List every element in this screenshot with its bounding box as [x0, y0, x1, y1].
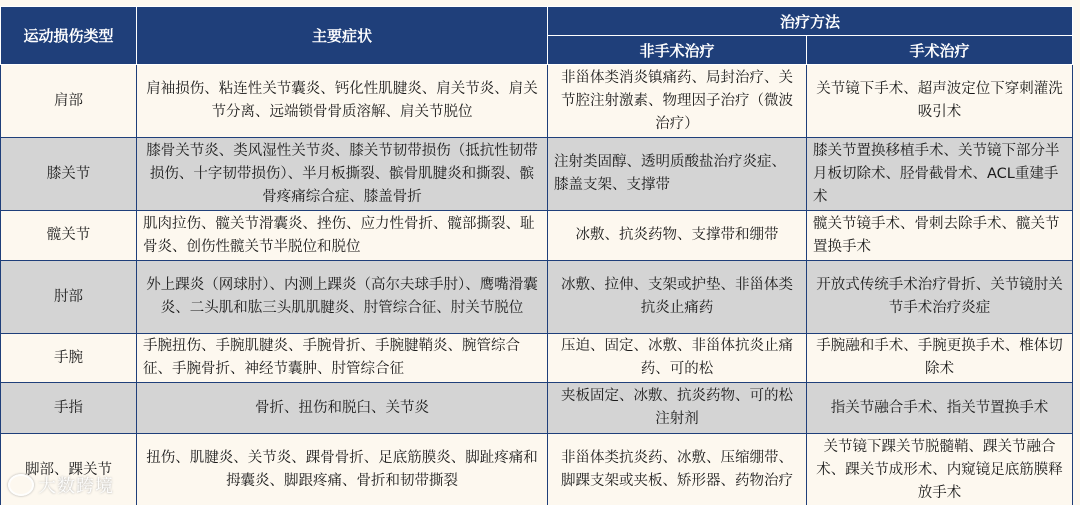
table-row-finger — [1, 383, 1073, 434]
surgical-cell: 指关节融合手术、指关节置换手术 — [807, 383, 1073, 434]
header-surgical: 手术治疗 — [807, 36, 1073, 65]
header-main-symptoms: 主要症状 — [137, 7, 548, 65]
surgical-cell: 关节镜下手术、超声波定位下穿刺灌洗吸引术 — [807, 65, 1073, 138]
non-surgical-cell: 注射类固醇、透明质酸盐治疗炎症、膝盖支架、支撑带 — [548, 138, 807, 211]
watermark-text: 大数跨境 — [38, 476, 114, 497]
symptoms-cell: 骨折、扭伤和脱臼、关节炎 — [137, 383, 548, 434]
table-row-wrist — [1, 334, 1073, 383]
non-surgical-cell: 冰敷、抗炎药物、支撑带和绷带 — [548, 211, 807, 261]
non-surgical-cell: 夹板固定、冰敷、抗炎药物、可的松注射剂 — [548, 383, 807, 434]
surgical-cell: 开放式传统手术治疗骨折、关节镜肘关节手术治疗炎症 — [807, 261, 1073, 334]
header-non-surgical: 非手术治疗 — [548, 36, 807, 65]
injury-type-cell: 肩部 — [1, 65, 137, 138]
symptoms-cell: 外上踝炎（网球肘）、内测上踝炎（高尔夫球手肘）、鹰嘴滑囊炎、二头肌和肱三头肌肌腱炎、肘管综合征、肘关节脱位 — [137, 261, 548, 334]
injury-type-cell: 膝关节 — [1, 138, 137, 211]
surgical-cell: 膝关节置换移植手术、关节镜下部分半月板切除术、胫骨截骨术、ACL重建手术 — [807, 138, 1073, 211]
surgical-cell: 髋关节镜手术、骨刺去除手术、髋关节置换手术 — [807, 211, 1073, 261]
surgical-cell: 关节镜下踝关节脱髓鞘、踝关节融合术、踝关节成形术、内窥镜足底筋膜释放手术 — [807, 434, 1073, 505]
injury-type-cell: 髋关节 — [1, 211, 137, 261]
watermark-logo-icon — [8, 474, 34, 496]
surgical-cell: 手腕融和手术、手腕更换手术、椎体切除术 — [807, 334, 1073, 383]
sports-injury-table — [0, 6, 1073, 505]
watermark — [8, 472, 114, 498]
symptoms-cell: 膝骨关节炎、类风湿性关节炎、膝关节韧带损伤（抵抗性韧带损伤、十字韧带损伤）、半月板撕裂、髌骨肌腱炎和撕裂、髌骨疼痛综合症、膝盖骨折 — [137, 138, 548, 211]
table-row-knee — [1, 138, 1073, 211]
injury-type-cell: 手腕 — [1, 334, 137, 383]
symptoms-cell: 手腕扭伤、手腕肌腱炎、手腕骨折、手腕腱鞘炎、腕管综合征、手腕骨折、神经节囊肿、肘管综合征 — [137, 334, 548, 383]
header-injury-type: 运动损伤类型 — [1, 7, 137, 65]
header-treatment: 治疗方法 — [548, 7, 1073, 36]
table-row-foot-ankle — [1, 434, 1073, 505]
symptoms-cell: 肩袖损伤、粘连性关节囊炎、钙化性肌腱炎、肩关节炎、肩关节分离、远端锁骨骨质溶解、肩关节脱位 — [137, 65, 548, 138]
table-row-shoulder — [1, 65, 1073, 138]
table-row-hip — [1, 211, 1073, 261]
non-surgical-cell: 压迫、固定、冰敷、非甾体抗炎止痛药、可的松 — [548, 334, 807, 383]
symptoms-cell: 扭伤、肌腱炎、关节炎、踝骨骨折、足底筋膜炎、脚趾疼痛和拇囊炎、脚跟疼痛、骨折和韧带撕裂 — [137, 434, 548, 505]
non-surgical-cell: 非甾体类消炎镇痛药、局封治疗、关节腔注射激素、物理因子治疗（微波治疗） — [548, 65, 807, 138]
table-row-elbow — [1, 261, 1073, 334]
injury-type-cell: 脚部、踝关节 — [1, 434, 137, 505]
injury-type-cell: 手指 — [1, 383, 137, 434]
non-surgical-cell: 冰敷、拉伸、支架或护垫、非甾体类抗炎止痛药 — [548, 261, 807, 334]
injury-type-cell: 肘部 — [1, 261, 137, 334]
non-surgical-cell: 非甾体类抗炎药、冰敷、压缩绷带、脚踝支架或夹板、矫形器、药物治疗 — [548, 434, 807, 505]
symptoms-cell: 肌肉拉伤、髋关节滑囊炎、挫伤、应力性骨折、髋部撕裂、耻骨炎、创伤性髋关节半脱位和脱位 — [137, 211, 548, 261]
